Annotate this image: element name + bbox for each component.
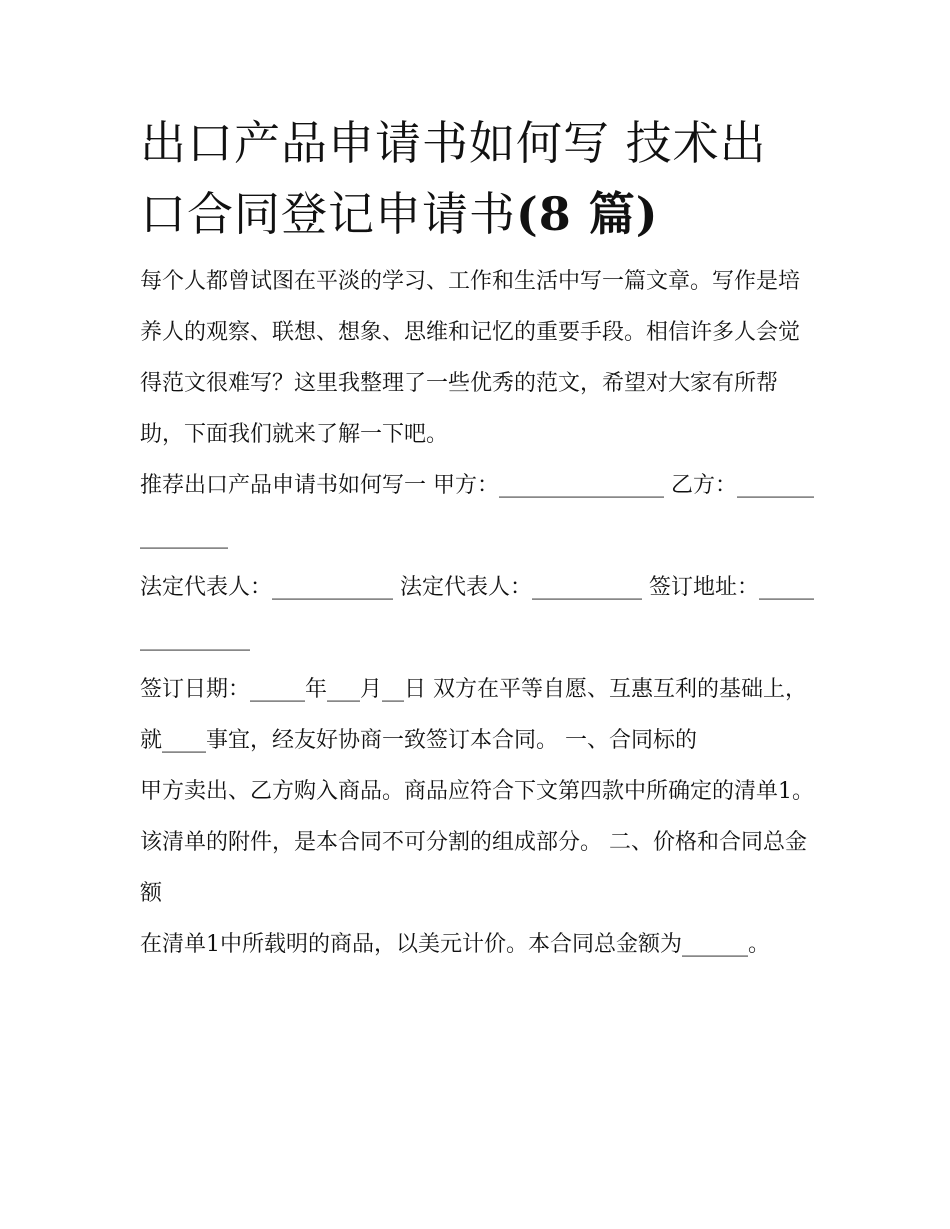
total-amount-paragraph: 在清单1中所载明的商品，以美元计价。本合同总金额为______。 bbox=[140, 932, 770, 957]
subject-paragraph: 甲方卖出、乙方购入商品。商品应符合下文第四款中所确定的清单1。该清单的附件，是本合同不可分割的组成部分。 二、价格和合同总金额 bbox=[140, 779, 814, 906]
title-count: (8 篇) bbox=[516, 187, 659, 241]
parties-paragraph: 推荐出口产品申请书如何写一 甲方：_______________ 乙方：_______________ bbox=[140, 473, 814, 549]
document-title bbox=[140, 108, 820, 250]
signing-date-paragraph: 签订日期：_____年___月__日 双方在平等自愿、互惠互利的基础上，就____事宜，经友好协商一致签订本合同。 一、合同标的 bbox=[140, 677, 807, 753]
document-page bbox=[140, 108, 820, 970]
representatives-paragraph: 法定代表人：___________ 法定代表人：__________ 签订地址：_______________ bbox=[140, 575, 814, 651]
title-line-1: 出口产品申请书如何写 技术出 bbox=[140, 116, 767, 170]
intro-paragraph: 每个人都曾试图在平淡的学习、工作和生活中写一篇文章。写作是培养人的观察、联想、想象、思维和记忆的重要手段。相信许多人会觉得范文很难写？这里我整理了一些优秀的范文，希望对大家有所帮助，下面我们就来了解一下吧。 bbox=[140, 269, 801, 447]
title-line-2: 口合同登记申请书 bbox=[140, 187, 516, 241]
